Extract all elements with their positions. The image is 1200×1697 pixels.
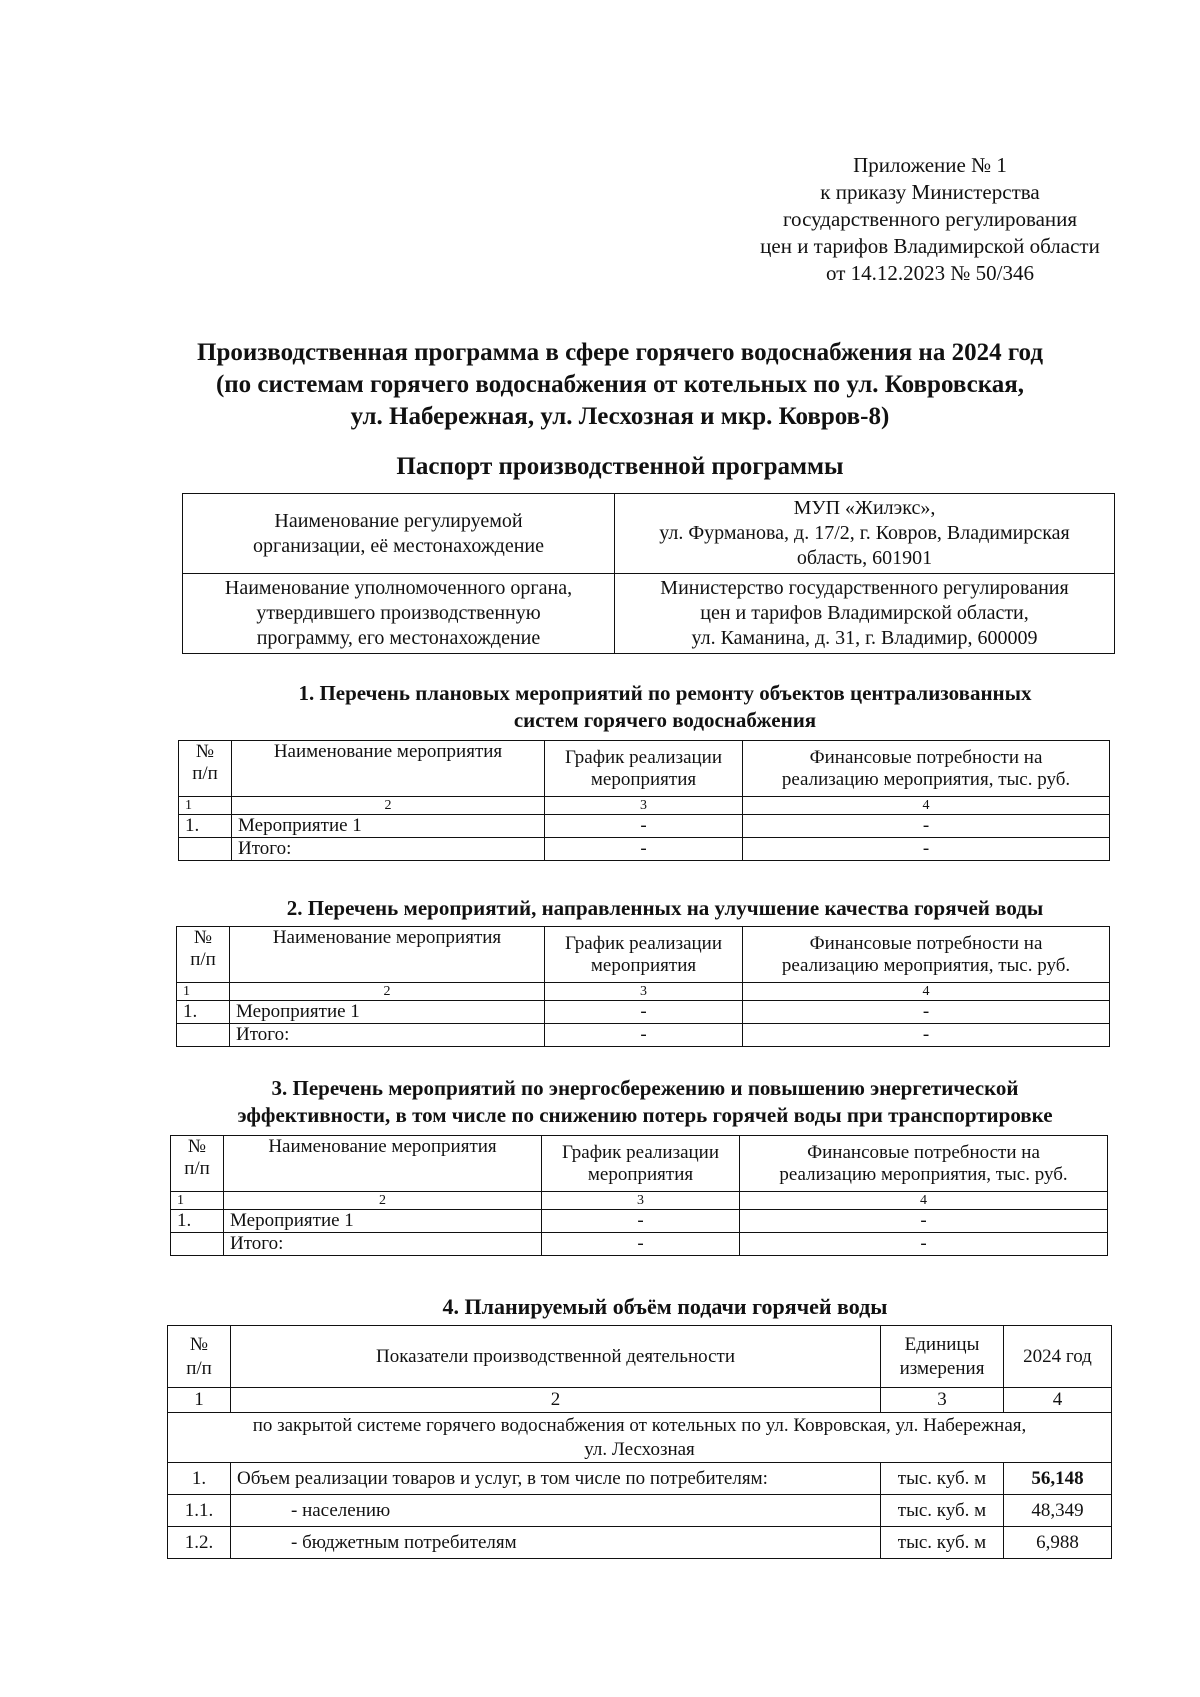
passport-label	[183, 494, 615, 574]
passport-value-line: цен и тарифов Владимирской области,	[700, 602, 1029, 624]
column-number: 1	[171, 1192, 224, 1210]
event-finance: -	[740, 1210, 1108, 1233]
passport-label-line: Наименование уполномоченного органа,	[224, 577, 573, 599]
total-finance: -	[743, 1024, 1110, 1047]
table-row-total	[171, 1233, 1108, 1256]
header-text: реализацию мероприятия, тыс. руб.	[781, 768, 1071, 790]
col-finance-header	[743, 741, 1110, 797]
column-number: 1	[177, 983, 230, 1001]
header-text: №	[187, 1136, 207, 1157]
group-line: ул. Лесхозная	[584, 1438, 695, 1460]
row-number: 1.	[179, 815, 232, 838]
event-name: Мероприятие 1	[224, 1210, 542, 1233]
table-row	[171, 1210, 1108, 1233]
table-row	[168, 1495, 1112, 1527]
passport-value-line: МУП «Жилэкс»,	[793, 497, 936, 519]
row-number: 1.	[171, 1210, 224, 1233]
column-number: 4	[1004, 1388, 1112, 1413]
header-text: Единицы	[904, 1333, 980, 1355]
total-schedule: -	[542, 1233, 740, 1256]
event-name: Мероприятие 1	[232, 815, 545, 838]
column-number: 3	[545, 983, 743, 1001]
appendix-line: от 14.12.2023 № 50/346	[825, 261, 1035, 285]
column-number-row	[177, 983, 1110, 1001]
passport-label-line: организации, её местонахождение	[253, 534, 544, 557]
table-row	[168, 1463, 1112, 1495]
passport-row	[183, 494, 1115, 574]
event-finance: -	[743, 1001, 1110, 1024]
total-label: Итого:	[224, 1233, 542, 1256]
row-number	[177, 1024, 230, 1047]
header-text: п/п	[184, 1158, 210, 1179]
total-schedule: -	[545, 1024, 743, 1047]
header-text: Финансовые потребности на	[809, 746, 1043, 768]
event-schedule: -	[545, 1001, 743, 1024]
passport-value-line: ул. Фурманова, д. 17/2, г. Ковров, Владимирская	[659, 522, 1070, 544]
group-label	[168, 1413, 1112, 1463]
passport-label-line: программу, его местонахождение	[256, 627, 541, 649]
table-header-row	[168, 1326, 1112, 1388]
row-number	[179, 838, 232, 861]
document-title	[150, 337, 1090, 433]
col-unit-header	[881, 1326, 1004, 1388]
passport-value	[615, 574, 1115, 654]
indicator-unit: тыс. куб. м	[881, 1495, 1004, 1527]
total-finance: -	[743, 838, 1110, 861]
header-text: мероприятия	[590, 954, 697, 976]
section3-table	[170, 1135, 1108, 1256]
total-label: Итого:	[232, 838, 545, 861]
section4-title: 4. Планируемый объём подачи горячей воды	[442, 1294, 888, 1319]
column-number: 3	[545, 797, 743, 815]
section1-table	[178, 740, 1110, 861]
indicator-unit: тыс. куб. м	[881, 1463, 1004, 1495]
row-number: 1.2.	[168, 1527, 231, 1559]
header-text: Финансовые потребности на	[809, 932, 1043, 954]
appendix-line: государственного регулирования	[782, 207, 1078, 231]
indicator-unit: тыс. куб. м	[881, 1527, 1004, 1559]
header-text: мероприятия	[587, 1163, 694, 1185]
column-number: 3	[542, 1192, 740, 1210]
col-no-header	[171, 1136, 224, 1192]
indicator-value: 56,148	[1004, 1463, 1112, 1495]
col-finance-header	[740, 1136, 1108, 1192]
total-label: Итого:	[230, 1024, 545, 1047]
col-indicator-header: Показатели производственной деятельности	[231, 1326, 881, 1388]
section1-title	[200, 680, 1130, 734]
header-text: п/п	[186, 1357, 212, 1379]
section-title-line: эффективности, в том числе по снижению потерь горячей воды при транспортировке	[237, 1103, 1053, 1127]
appendix-block	[720, 152, 1140, 287]
passport-row	[183, 574, 1115, 654]
passport-table	[182, 493, 1115, 654]
row-number: 1.	[177, 1001, 230, 1024]
title-line: (по системам горячего водоснабжения от котельных по ул. Ковровская,	[215, 371, 1025, 398]
column-number: 2	[232, 797, 545, 815]
section2-table	[176, 926, 1110, 1047]
table-row-total	[179, 838, 1110, 861]
col-finance-header	[743, 927, 1110, 983]
column-number: 4	[740, 1192, 1108, 1210]
total-schedule: -	[545, 838, 743, 861]
event-name: Мероприятие 1	[230, 1001, 545, 1024]
table-row	[177, 1001, 1110, 1024]
passport-heading: Паспорт производственной программы	[396, 453, 844, 480]
section-title-line: 1. Перечень плановых мероприятий по ремонту объектов централизованных	[298, 681, 1032, 705]
header-text: реализацию мероприятия, тыс. руб.	[781, 954, 1071, 976]
header-text: мероприятия	[590, 768, 697, 790]
event-finance: -	[743, 815, 1110, 838]
header-text: График реализации	[564, 932, 723, 954]
column-number: 1	[168, 1388, 231, 1413]
section-title-line: 2. Перечень мероприятий, направленных на улучшение качества горячей воды	[286, 896, 1044, 920]
total-finance: -	[740, 1233, 1108, 1256]
indicator-name: - населению	[231, 1495, 881, 1527]
table-header-row	[177, 927, 1110, 983]
col-name-header: Наименование мероприятия	[230, 927, 545, 983]
section3-title	[170, 1075, 1120, 1129]
table-header-row	[171, 1136, 1108, 1192]
section-title-line: систем горячего водоснабжения	[513, 708, 817, 732]
table-row	[168, 1527, 1112, 1559]
section2-title	[200, 895, 1130, 922]
column-number-row	[171, 1192, 1108, 1210]
passport-label-line: Наименование регулируемой	[274, 509, 523, 532]
row-number: 1.	[168, 1463, 231, 1495]
column-number: 2	[231, 1388, 881, 1413]
row-number	[171, 1233, 224, 1256]
header-text: График реализации	[564, 746, 723, 768]
header-text: п/п	[190, 949, 216, 970]
column-number: 2	[230, 983, 545, 1001]
passport-label	[183, 574, 615, 654]
column-number-row	[168, 1388, 1112, 1413]
col-year-header: 2024 год	[1004, 1326, 1112, 1388]
row-number: 1.1.	[168, 1495, 231, 1527]
indicator-value: 48,349	[1004, 1495, 1112, 1527]
appendix-line: Приложение № 1	[853, 153, 1007, 177]
column-number: 4	[743, 983, 1110, 1001]
header-text: №	[195, 741, 215, 762]
title-line: ул. Набережная, ул. Лесхозная и мкр. Ковров-8)	[350, 403, 890, 430]
section-title-line: 3. Перечень мероприятий по энергосбережению и повышению энергетической	[271, 1076, 1019, 1100]
header-text: п/п	[192, 763, 218, 784]
header-text: реализацию мероприятия, тыс. руб.	[779, 1163, 1068, 1185]
column-number: 2	[224, 1192, 542, 1210]
indicator-name: - бюджетным потребителям	[231, 1527, 881, 1559]
col-schedule-header	[545, 927, 743, 983]
appendix-line: к приказу Министерства	[820, 180, 1040, 204]
column-number: 3	[881, 1388, 1004, 1413]
column-number: 1	[179, 797, 232, 815]
table-row	[179, 815, 1110, 838]
table-row-total	[177, 1024, 1110, 1047]
header-text: измерения	[899, 1357, 985, 1379]
passport-value	[615, 494, 1115, 574]
column-number-row	[179, 797, 1110, 815]
table-header-row	[179, 741, 1110, 797]
title-line: Производственная программа в сфере горячего водоснабжения на 2024 год	[197, 339, 1043, 366]
col-no-header	[168, 1326, 231, 1388]
column-number: 4	[743, 797, 1110, 815]
event-schedule: -	[542, 1210, 740, 1233]
passport-value-line: область, 601901	[796, 547, 933, 569]
col-schedule-header	[545, 741, 743, 797]
event-schedule: -	[545, 815, 743, 838]
header-text: График реализации	[561, 1141, 720, 1163]
header-text: №	[193, 927, 213, 948]
header-text: №	[189, 1333, 209, 1355]
passport-value-line: Министерство государственного регулирования	[660, 577, 1069, 599]
indicator-name: Объем реализации товаров и услуг, в том числе по потребителям:	[231, 1463, 881, 1495]
group-line: по закрытой системе горячего водоснабжения от котельных по ул. Ковровская, ул. Набережная,	[252, 1414, 1027, 1436]
appendix-line: цен и тарифов Владимирской области	[760, 234, 1100, 258]
passport-label-line: утвердившего производственную	[256, 602, 541, 624]
col-name-header: Наименование мероприятия	[232, 741, 545, 797]
col-schedule-header	[542, 1136, 740, 1192]
group-row	[168, 1413, 1112, 1463]
header-text: Финансовые потребности на	[807, 1141, 1040, 1163]
passport-value-line: ул. Каманина, д. 31, г. Владимир, 600009	[691, 627, 1038, 649]
col-name-header: Наименование мероприятия	[224, 1136, 542, 1192]
section4-table	[167, 1325, 1112, 1559]
col-no-header	[179, 741, 232, 797]
indicator-value: 6,988	[1004, 1527, 1112, 1559]
col-no-header	[177, 927, 230, 983]
